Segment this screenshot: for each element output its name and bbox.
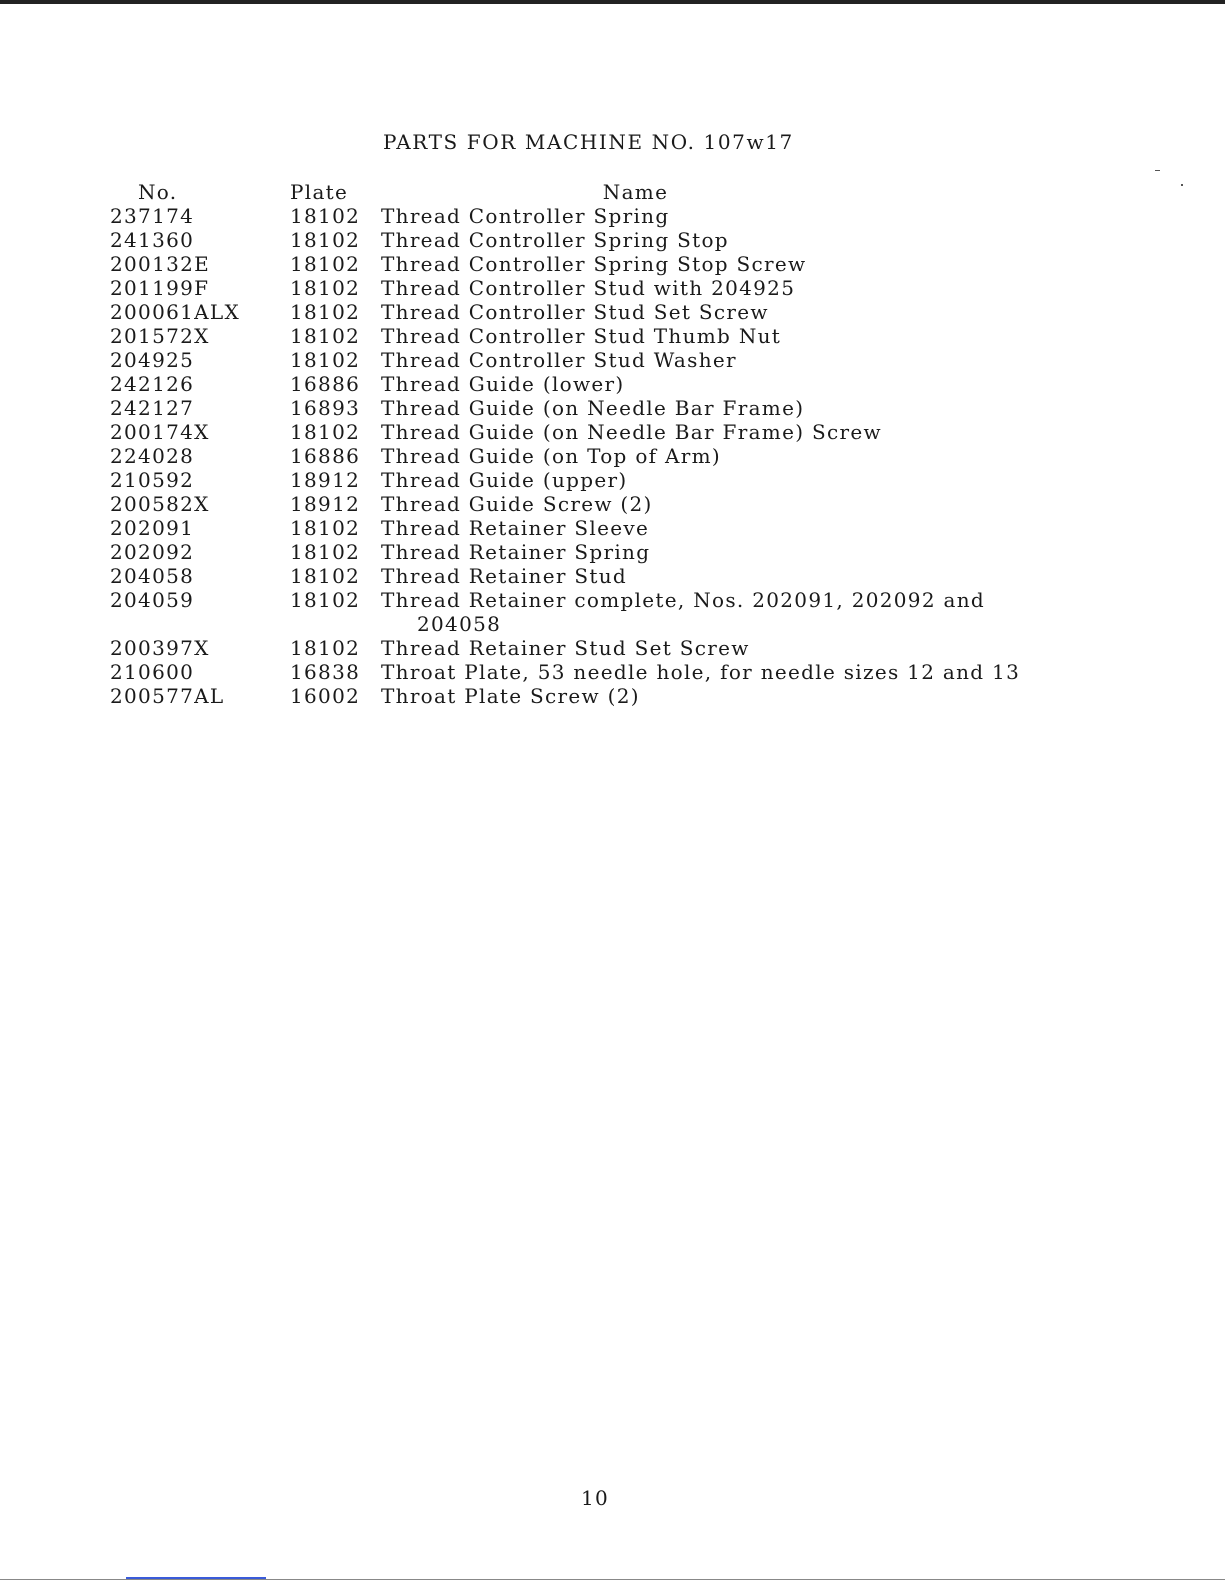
part-no: 241360 bbox=[110, 228, 195, 252]
part-no: 204059 bbox=[110, 588, 195, 612]
part-plate: 18102 bbox=[290, 636, 361, 660]
part-plate: 18102 bbox=[290, 276, 361, 300]
part-no: 201199F bbox=[110, 276, 210, 300]
column-header-no: No. bbox=[138, 180, 178, 204]
table-row bbox=[110, 516, 1030, 540]
part-plate: 16886 bbox=[290, 372, 361, 396]
part-name: Thread Controller Stud Washer bbox=[381, 348, 737, 372]
part-plate: 18102 bbox=[290, 228, 361, 252]
table-row bbox=[110, 348, 1030, 372]
part-no: 200061ALX bbox=[110, 300, 241, 324]
table-row bbox=[110, 300, 1030, 324]
table-header-row bbox=[110, 180, 1030, 204]
part-name: Thread Controller Stud Set Screw bbox=[381, 300, 769, 324]
part-name: Thread Retainer Stud bbox=[381, 564, 628, 588]
part-name: Thread Retainer complete, Nos. 202091, 202092 and 204058 bbox=[381, 588, 986, 636]
part-plate: 18102 bbox=[290, 300, 361, 324]
part-plate: 18102 bbox=[290, 252, 361, 276]
part-name: Thread Controller Stud Thumb Nut bbox=[381, 324, 782, 348]
table-row bbox=[110, 564, 1030, 588]
column-header-plate: Plate bbox=[290, 180, 349, 204]
part-plate: 18102 bbox=[290, 420, 361, 444]
part-name: Thread Guide Screw (2) bbox=[381, 492, 653, 516]
scan-speck bbox=[1181, 184, 1183, 186]
part-plate: 16893 bbox=[290, 396, 361, 420]
table-row bbox=[110, 324, 1030, 348]
table-row bbox=[110, 540, 1030, 564]
part-no: 242126 bbox=[110, 372, 195, 396]
table-row bbox=[110, 228, 1030, 252]
table-row bbox=[110, 684, 1030, 708]
part-plate: 18102 bbox=[290, 348, 361, 372]
part-plate: 18102 bbox=[290, 564, 361, 588]
part-plate: 16838 bbox=[290, 660, 361, 684]
table-row bbox=[110, 636, 1030, 660]
table-row bbox=[110, 588, 1030, 636]
part-plate: 16886 bbox=[290, 444, 361, 468]
part-plate: 18102 bbox=[290, 588, 361, 612]
part-plate: 18102 bbox=[290, 204, 361, 228]
table-row bbox=[110, 444, 1030, 468]
scan-bottom-mark bbox=[126, 1577, 266, 1579]
part-no: 242127 bbox=[110, 396, 195, 420]
part-plate: 16002 bbox=[290, 684, 361, 708]
table-row bbox=[110, 492, 1030, 516]
part-plate: 18912 bbox=[290, 468, 361, 492]
table-row bbox=[110, 252, 1030, 276]
table-row bbox=[110, 396, 1030, 420]
part-name: Thread Guide (on Needle Bar Frame) bbox=[381, 396, 805, 420]
part-name: Throat Plate Screw (2) bbox=[381, 684, 640, 708]
part-no: 201572X bbox=[110, 324, 210, 348]
table-row bbox=[110, 660, 1030, 684]
part-name: Thread Guide (lower) bbox=[381, 372, 625, 396]
part-no: 210592 bbox=[110, 468, 195, 492]
table-row bbox=[110, 372, 1030, 396]
part-no: 237174 bbox=[110, 204, 195, 228]
part-name: Thread Controller Stud with 204925 bbox=[381, 276, 796, 300]
part-name: Thread Guide (on Needle Bar Frame) Screw bbox=[381, 420, 882, 444]
part-name: Thread Retainer Stud Set Screw bbox=[381, 636, 750, 660]
table-row bbox=[110, 420, 1030, 444]
table-row bbox=[110, 276, 1030, 300]
column-header-name: Name bbox=[602, 180, 669, 204]
part-no: 204058 bbox=[110, 564, 195, 588]
part-no: 224028 bbox=[110, 444, 195, 468]
part-name: Thread Controller Spring bbox=[381, 204, 670, 228]
part-plate: 18912 bbox=[290, 492, 361, 516]
page-title: PARTS FOR MACHINE NO. 107w17 bbox=[383, 130, 794, 154]
table-row bbox=[110, 468, 1030, 492]
scan-bottom-edge bbox=[0, 1579, 1225, 1580]
part-plate: 18102 bbox=[290, 540, 361, 564]
part-name: Thread Controller Spring Stop Screw bbox=[381, 252, 807, 276]
part-no: 200397X bbox=[110, 636, 210, 660]
part-no: 200577AL bbox=[110, 684, 225, 708]
part-no: 202092 bbox=[110, 540, 195, 564]
scan-speck bbox=[1155, 170, 1160, 171]
part-no: 204925 bbox=[110, 348, 195, 372]
part-plate: 18102 bbox=[290, 324, 361, 348]
part-no: 210600 bbox=[110, 660, 195, 684]
part-name: Thread Retainer Sleeve bbox=[381, 516, 650, 540]
parts-table bbox=[110, 180, 1030, 708]
part-plate: 18102 bbox=[290, 516, 361, 540]
part-no: 200582X bbox=[110, 492, 210, 516]
part-name: Throat Plate, 53 needle hole, for needle sizes 12 and 13 bbox=[381, 660, 1021, 684]
scan-top-edge bbox=[0, 0, 1225, 4]
part-no: 200174X bbox=[110, 420, 210, 444]
table-row bbox=[110, 204, 1030, 228]
part-name: Thread Retainer Spring bbox=[381, 540, 651, 564]
part-no: 202091 bbox=[110, 516, 195, 540]
part-name: Thread Controller Spring Stop bbox=[381, 228, 729, 252]
part-name: Thread Guide (upper) bbox=[381, 468, 628, 492]
page-number: 10 bbox=[581, 1486, 610, 1510]
part-name: Thread Guide (on Top of Arm) bbox=[381, 444, 721, 468]
part-no: 200132E bbox=[110, 252, 211, 276]
